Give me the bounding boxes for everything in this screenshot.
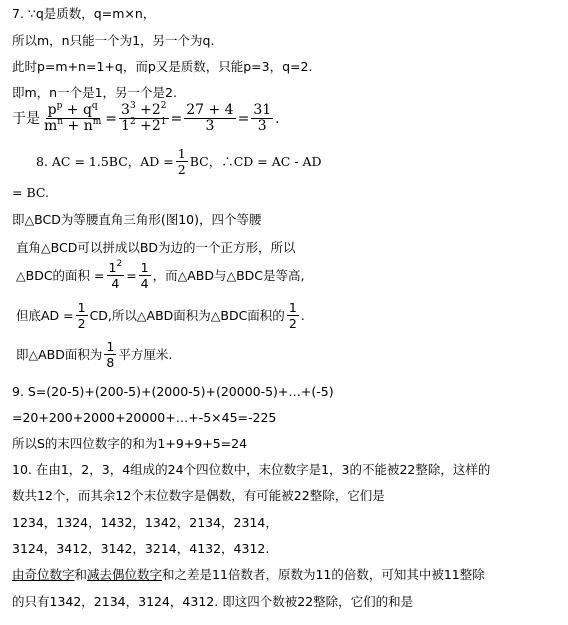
p7-line2: 所以m，n只能一个为1，另一个为q.: [12, 33, 215, 48]
p8-line3: 即△BCD为等腰直角三角形(图10)，四个等腰: [12, 212, 262, 227]
p9-line1: 9. S=(20-5)+(200-5)+(2000-5)+(20000-5)+…+(-5): [12, 384, 334, 399]
formula-lead: 于是: [12, 110, 40, 127]
p7-formula: 于是 $\frac{p^p + q^q}{m^n + n^m}$ = $\frac{3^3 +2^2}{1^2 +2^1}$ = $\frac{27 + 4}{3}$ = $\frac{31}{3}$ .: [12, 101, 280, 134]
p8-line1: 8. AC = 1.5BC，AD = $\frac{1}{2}$ BC，∴CD = AC - AD: [36, 146, 322, 177]
p10-line5: 由奇位数字和减去偶位数字和之差是11倍数者，原数为11的倍数，可知其中被11整除: [12, 567, 485, 582]
formula-fraction-3: $\frac{27 + 4}{3}$: [186, 102, 234, 134]
formula-fraction-4: $\frac{31}{3}$: [253, 102, 272, 134]
p10-line3: 1234，1324，1432，1342，2134，2314，: [12, 515, 278, 530]
p10-line4: 3124，3412，3142，3214，4132，4312.: [12, 541, 270, 556]
p7-line1: 7. ∵q是质数，q=m×n，: [12, 6, 156, 21]
p8-line7: 即△ABD面积为 $\frac{1}{8}$ 平方厘米.: [16, 339, 173, 370]
p9-line2: =20+200+2000+20000+…+-5×45=-225: [12, 410, 277, 425]
p10-line2: 数共12个，而其余12个末位数字是偶数，有可能被22整除，它们是: [12, 488, 385, 503]
p10-line1: 10. 在由1，2，3，4组成的24个四位数中，末位数字是1，3的不能被22整除，这样的: [12, 462, 491, 477]
formula-fraction-1: $\frac{p^p + q^q}{m^n + n^m}$: [44, 101, 102, 134]
p9-line3: 所以S的末四位数字的和为1+9+9+5=24: [12, 436, 248, 451]
p8-line6: 但底AD = $\frac{1}{2}$ CD,所以△ABD面积为△BDC面积的 $\frac{1}{2}$ .: [16, 300, 305, 331]
p8-line4: 直角△BCD可以拼成以BD为边的一个正方形，所以: [16, 240, 296, 255]
p7-line4: 即m，n一个是1，另一个是2.: [12, 85, 177, 100]
p8-line2: = BC.: [12, 185, 49, 200]
formula-fraction-2: $\frac{3^3 +2^2}{1^2 +2^1}$: [121, 101, 167, 134]
p7-line3: 此时p=m+n=1+q，而p又是质数，只能p=3，q=2.: [12, 59, 313, 74]
p8-line5: △BDC的面积 = $\frac{1^2}{4}$ = $\frac{1}{4}$ ，而△ABD与△BDC是等高,: [16, 259, 305, 291]
p10-line6: 的只有1342，2134，3124，4312. 即这四个数被22整除，它们的和是: [12, 594, 414, 609]
